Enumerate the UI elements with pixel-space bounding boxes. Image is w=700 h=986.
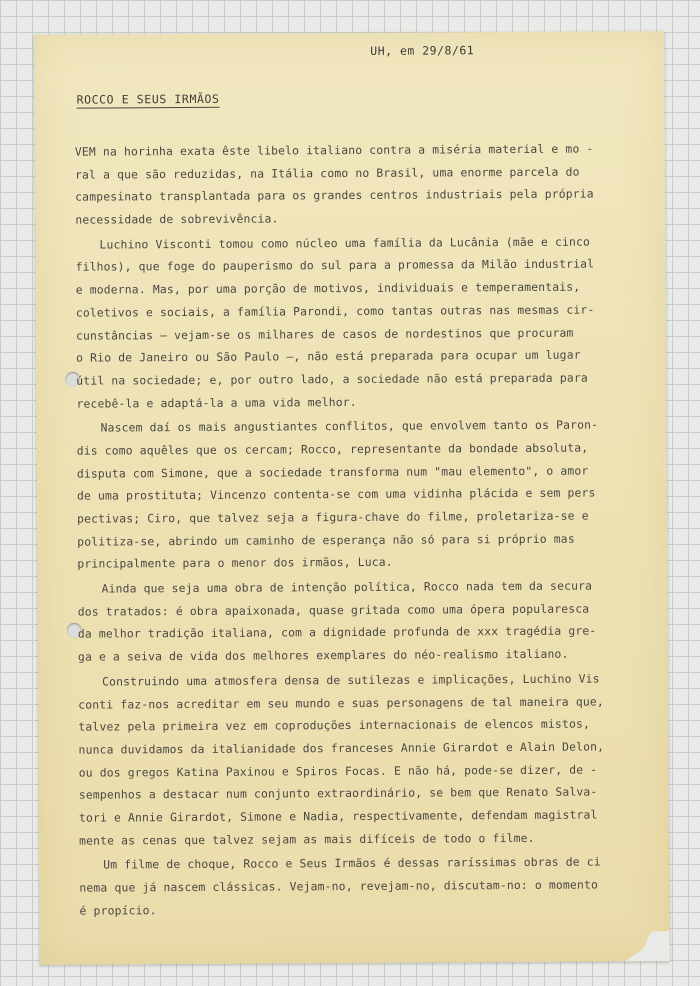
typewritten-page (34, 31, 670, 965)
text-line: campesinato transplantada para os grandes centros industriais pela própria (75, 186, 594, 205)
text-line: ga e a seiva de vida dos melhores exemplares do néo-realismo italiano. (77, 646, 569, 664)
torn-corner (625, 931, 670, 961)
text-line: sempenhos a destacar num conjunto extraordinário, se bem que Renato Salva- (78, 784, 598, 802)
date-line: UH, em 29/8/61 (370, 43, 475, 58)
text-line: necessidade de sobrevivência. (75, 211, 279, 227)
text-line: o Rio de Janeiro ou São Paulo —, não está preparada para ocupar um lugar (76, 347, 581, 365)
article-body (75, 137, 640, 922)
text-line: dos tratados: é obra apaixonada, quase gritada como uma ópera popularesca (77, 601, 590, 619)
text-line: cunstâncias — vejam-se os milhares de casos de nordestinos que procuram (75, 325, 574, 343)
text-line: Um filme de choque, Rocco e Seus Irmãos é dessas raríssimas obras de ci (103, 854, 601, 872)
text-line: pectivas; Ciro, que talvez seja a figura-chave do filme, proletariza-se e (77, 508, 589, 526)
text-line: ou dos gregos Katina Paxinou e Spiros Focas. E não há, pode-se dizer, de - (78, 762, 598, 780)
text-line: politiza-se, abrindo um caminho de esperança não só para si próprio mas (77, 531, 575, 549)
text-line: Construindo uma atmosfera densa de sutilezas e implicações, Luchino Vis (102, 671, 600, 689)
text-line: recebê-la e adaptá-la a uma vida melhor. (76, 394, 357, 411)
text-line: conti faz-nos acreditar em seu mundo e suas personagens de tal maneira que, (78, 693, 604, 712)
text-line: dis como aquêles que os cercam; Rocco, representante da bondade absoluta, (76, 440, 589, 458)
text-line: filhos), que foge do pauperismo do sul para a promessa da Milão industrial (75, 256, 595, 275)
text-line: talvez pela primeira vez em coproduções internacionais de elencos mistos, (78, 716, 591, 734)
text-line: de uma prostituta; Vincenzo contenta-se com uma vidinha plácida e sem pers (76, 485, 596, 503)
text-line: disputa com Simone, que a sociedade transforma num "mau elemento", o amor (76, 463, 589, 481)
page-title: ROCCO E SEUS IRMÃOS (76, 91, 220, 107)
text-line: da melhor tradição italiana, com a dignidade profunda de xxx tragédia gre- (77, 623, 597, 642)
text-line: e moderna. Mas, por uma porção de motivos, individuais e temperamentais, (75, 279, 581, 297)
text-line: tori e Annie Girardot, Simone e Nadia, respectivamente, defendam magistral (78, 807, 598, 825)
text-line: mente as cenas que talvez sejam as mais difíceis de todo o filme. (79, 830, 535, 848)
text-line: principalmente para o menor dos irmãos, Luca. (77, 555, 393, 572)
text-line: nunca duvidamos da italianidade dos franceses Annie Girardot e Alain Delon, (78, 739, 605, 757)
text-line: Nascem daí os mais angustiantes conflitos, que envolvem tanto os Paron- (100, 417, 599, 435)
text-line: VEM na horinha exata êste libelo italiano contra a miséria material e mo - (74, 141, 594, 159)
text-line: ral a que são reduzidas, na Itália como no Brasil, uma enorme parcela do (74, 164, 580, 182)
text-line: é propício. (79, 902, 157, 918)
text-line: nema que já nascem clássicas. Vejam-no, revejam-no, discutam-no: o momento (79, 877, 598, 895)
text-line: útil na sociedade; e, por outro lado, a sociedade não está preparada para (76, 370, 588, 388)
text-line: Luchino Visconti tomou como núcleo uma família da Lucânia (mãe e cinco (99, 234, 591, 252)
text-line: coletivos e sociais, a família Parondi, como tantas outras nas mesmas cir- (75, 302, 595, 320)
text-line: Ainda que seja uma obra de intenção política, Rocco nada tem da secura (101, 578, 593, 596)
